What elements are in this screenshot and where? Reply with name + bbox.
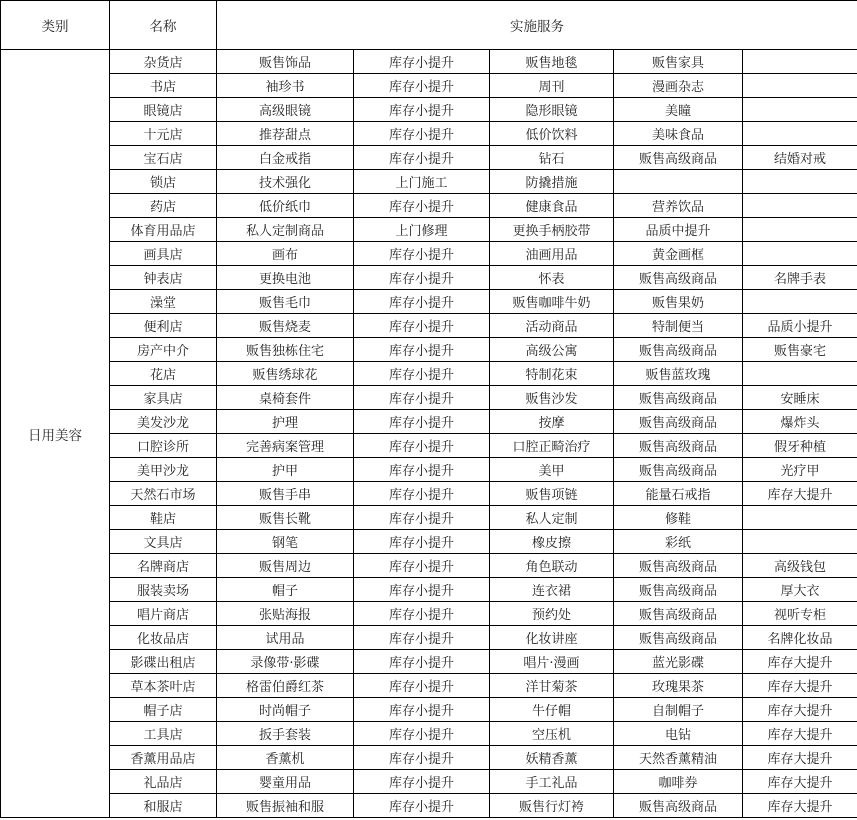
shop-name-cell: 鞋店 [110,506,217,530]
service-cell: 厚大衣 [743,578,857,602]
shop-name-cell: 十元店 [110,122,217,146]
table-row [1,770,857,794]
service-cell: 更换手柄胶带 [490,218,614,242]
service-cell: 牛仔帽 [490,698,614,722]
table-row [1,146,857,170]
service-cell: 库存小提升 [354,530,490,554]
service-cell: 库存小提升 [354,338,490,362]
service-cell: 更换电池 [217,266,354,290]
shop-name-cell: 草本茶叶店 [110,674,217,698]
service-cell: 角色联动 [490,554,614,578]
service-cell: 贩售周边 [217,554,354,578]
service-cell: 库存小提升 [354,722,490,746]
service-cell: 爆炸头 [743,410,857,434]
table-row [1,218,857,242]
shop-name-cell: 礼品店 [110,770,217,794]
table-row [1,314,857,338]
shop-name-cell: 化妆品店 [110,626,217,650]
service-cell: 高级眼镜 [217,98,354,122]
table-row [1,194,857,218]
service-cell: 贩售绣球花 [217,362,354,386]
service-cell: 贩售行灯袴 [490,794,614,818]
service-cell: 库存小提升 [354,74,490,98]
service-cell: 名牌手表 [743,266,857,290]
category-cell: 日用美容 [1,50,110,818]
shop-name-cell: 锁店 [110,170,217,194]
service-cell: 库存小提升 [354,794,490,818]
service-cell: 库存小提升 [354,434,490,458]
service-cell: 防撬措施 [490,170,614,194]
service-cell: 自制帽子 [614,698,743,722]
table-row [1,626,857,650]
service-cell: 贩售高级商品 [614,458,743,482]
service-cell: 护甲 [217,458,354,482]
service-cell [743,74,857,98]
service-cell: 贩售地毯 [490,50,614,74]
service-cell: 时尚帽子 [217,698,354,722]
service-cell: 库存小提升 [354,506,490,530]
service-cell: 电钻 [614,722,743,746]
service-cell: 库存大提升 [743,674,857,698]
service-cell: 咖啡券 [614,770,743,794]
service-cell: 库存小提升 [354,314,490,338]
service-cell: 库存小提升 [354,650,490,674]
service-cell: 录像带·影碟 [217,650,354,674]
service-cell: 库存小提升 [354,242,490,266]
service-cell: 库存小提升 [354,194,490,218]
service-cell: 假牙种植 [743,434,857,458]
service-cell: 能量石戒指 [614,482,743,506]
table-row [1,242,857,266]
service-cell: 婴童用品 [217,770,354,794]
table-row [1,410,857,434]
service-cell: 品质小提升 [743,314,857,338]
service-cell: 库存小提升 [354,626,490,650]
service-cell: 贩售烧麦 [217,314,354,338]
service-cell: 怀表 [490,266,614,290]
service-cell: 名牌化妆品 [743,626,857,650]
shop-name-cell: 体育用品店 [110,218,217,242]
service-cell: 天然香薰精油 [614,746,743,770]
table-row [1,362,857,386]
service-cell [743,290,857,314]
service-cell: 美味食品 [614,122,743,146]
service-cell: 库存大提升 [743,746,857,770]
table-row [1,266,857,290]
shop-name-cell: 天然石市场 [110,482,217,506]
service-cell: 库存大提升 [743,770,857,794]
shop-name-cell: 便利店 [110,314,217,338]
table-row [1,506,857,530]
table-row [1,50,857,74]
service-cell: 库存小提升 [354,746,490,770]
service-cell [743,242,857,266]
service-cell: 空压机 [490,722,614,746]
service-cell: 技术强化 [217,170,354,194]
table-body [1,50,857,818]
service-cell: 画布 [217,242,354,266]
service-cell: 特制花束 [490,362,614,386]
shop-name-cell: 服装卖场 [110,578,217,602]
service-cell: 蓝光影碟 [614,650,743,674]
service-cell: 低价纸巾 [217,194,354,218]
service-cell: 库存小提升 [354,602,490,626]
service-cell: 贩售高级商品 [614,554,743,578]
table-row [1,722,857,746]
service-cell: 库存小提升 [354,266,490,290]
service-cell: 扳手套装 [217,722,354,746]
table-row [1,386,857,410]
shop-name-cell: 药店 [110,194,217,218]
service-cell [743,122,857,146]
service-cell [743,362,857,386]
service-cell: 贩售毛巾 [217,290,354,314]
table-row [1,698,857,722]
service-cell: 预约处 [490,602,614,626]
service-cell: 私人定制商品 [217,218,354,242]
service-cell: 贩售高级商品 [614,602,743,626]
service-cell: 帽子 [217,578,354,602]
service-cell: 护理 [217,410,354,434]
shop-name-cell: 帽子店 [110,698,217,722]
table-row [1,434,857,458]
shop-name-cell: 美发沙龙 [110,410,217,434]
service-cell: 贩售高级商品 [614,434,743,458]
service-cell: 修鞋 [614,506,743,530]
service-cell [614,170,743,194]
service-cell: 贩售果奶 [614,290,743,314]
service-cell: 私人定制 [490,506,614,530]
service-cell: 口腔正畸治疗 [490,434,614,458]
service-cell: 上门施工 [354,170,490,194]
service-cell: 上门修理 [354,218,490,242]
service-cell: 贩售高级商品 [614,338,743,362]
shop-name-cell: 香薰用品店 [110,746,217,770]
service-cell: 隐形眼镜 [490,98,614,122]
service-cell: 连衣裙 [490,578,614,602]
table-row [1,98,857,122]
shop-name-cell: 口腔诊所 [110,434,217,458]
service-cell: 香薰机 [217,746,354,770]
service-cell: 桌椅套件 [217,386,354,410]
service-cell: 漫画杂志 [614,74,743,98]
service-cell: 库存大提升 [743,650,857,674]
service-cell: 库存小提升 [354,290,490,314]
service-cell [743,194,857,218]
table-row [1,530,857,554]
service-cell [743,98,857,122]
service-cell: 贩售高级商品 [614,626,743,650]
service-cell: 库存小提升 [354,410,490,434]
service-cell: 库存大提升 [743,482,857,506]
service-cell: 完善病案管理 [217,434,354,458]
shop-name-cell: 书店 [110,74,217,98]
service-cell: 贩售独栋住宅 [217,338,354,362]
service-cell: 库存小提升 [354,122,490,146]
service-cell: 库存大提升 [743,698,857,722]
service-cell: 白金戒指 [217,146,354,170]
table-row [1,578,857,602]
service-cell: 彩纸 [614,530,743,554]
service-cell: 贩售高级商品 [614,146,743,170]
shop-name-cell: 唱片商店 [110,602,217,626]
service-cell: 妖精香薰 [490,746,614,770]
service-cell: 贩售沙发 [490,386,614,410]
service-cell: 库存小提升 [354,578,490,602]
service-cell: 推荐甜点 [217,122,354,146]
service-cell: 库存小提升 [354,386,490,410]
table-row [1,674,857,698]
service-cell: 钻石 [490,146,614,170]
service-cell: 库存小提升 [354,458,490,482]
service-cell: 贩售项链 [490,482,614,506]
shop-name-cell: 和服店 [110,794,217,818]
service-cell: 视听专柜 [743,602,857,626]
service-cell: 库存大提升 [743,794,857,818]
service-cell: 手工礼品 [490,770,614,794]
service-cell: 健康食品 [490,194,614,218]
service-cell: 品质中提升 [614,218,743,242]
shop-name-cell: 杂货店 [110,50,217,74]
shop-name-cell: 家具店 [110,386,217,410]
service-cell: 贩售高级商品 [614,410,743,434]
service-cell: 贩售高级商品 [614,794,743,818]
service-cell: 油画用品 [490,242,614,266]
service-cell: 贩售饰品 [217,50,354,74]
service-cell: 袖珍书 [217,74,354,98]
shop-name-cell: 眼镜店 [110,98,217,122]
service-cell: 库存小提升 [354,50,490,74]
service-cell: 化妆讲座 [490,626,614,650]
table-row [1,170,857,194]
table-row [1,602,857,626]
service-cell: 库存小提升 [354,674,490,698]
service-cell: 格雷伯爵红茶 [217,674,354,698]
service-cell: 钢笔 [217,530,354,554]
service-cell: 库存小提升 [354,482,490,506]
shop-name-cell: 工具店 [110,722,217,746]
shop-name-cell: 影碟出租店 [110,650,217,674]
service-cell: 库存小提升 [354,770,490,794]
service-cell: 库存大提升 [743,722,857,746]
service-cell: 高级公寓 [490,338,614,362]
table-row [1,122,857,146]
service-cell: 试用品 [217,626,354,650]
service-cell [743,530,857,554]
service-cell [743,50,857,74]
service-cell: 张贴海报 [217,602,354,626]
service-cell: 贩售高级商品 [614,578,743,602]
service-cell: 结婚对戒 [743,146,857,170]
service-cell: 光疗甲 [743,458,857,482]
service-cell: 按摩 [490,410,614,434]
service-cell: 贩售蓝玫瑰 [614,362,743,386]
table-row [1,650,857,674]
table-row [1,74,857,98]
service-cell: 营养饮品 [614,194,743,218]
service-cell: 黄金画框 [614,242,743,266]
header-row [1,1,857,50]
shop-name-cell: 房产中介 [110,338,217,362]
shop-name-cell: 澡堂 [110,290,217,314]
table-row [1,338,857,362]
service-cell: 贩售家具 [614,50,743,74]
table-row [1,458,857,482]
service-cell: 唱片·漫画 [490,650,614,674]
service-cell: 库存小提升 [354,146,490,170]
shop-name-cell: 文具店 [110,530,217,554]
service-cell: 库存小提升 [354,698,490,722]
service-cell: 贩售高级商品 [614,266,743,290]
service-cell [743,218,857,242]
shop-name-cell: 钟表店 [110,266,217,290]
table-row [1,482,857,506]
service-cell: 贩售长靴 [217,506,354,530]
table-row [1,554,857,578]
service-cell: 贩售豪宅 [743,338,857,362]
shop-name-cell: 美甲沙龙 [110,458,217,482]
service-cell: 美瞳 [614,98,743,122]
shop-name-cell: 花店 [110,362,217,386]
service-cell: 贩售高级商品 [614,386,743,410]
shop-name-cell: 宝石店 [110,146,217,170]
service-cell: 玫瑰果茶 [614,674,743,698]
service-cell: 库存小提升 [354,362,490,386]
service-cell: 库存小提升 [354,98,490,122]
service-cell: 库存小提升 [354,554,490,578]
service-cell: 洋甘菊茶 [490,674,614,698]
shop-name-cell: 名牌商店 [110,554,217,578]
service-cell: 活动商品 [490,314,614,338]
shop-name-cell: 画具店 [110,242,217,266]
service-cell: 橡皮擦 [490,530,614,554]
service-cell: 高级钱包 [743,554,857,578]
service-cell: 特制便当 [614,314,743,338]
table-row [1,794,857,818]
service-cell: 美甲 [490,458,614,482]
service-cell: 贩售手串 [217,482,354,506]
service-cell: 贩售振袖和服 [217,794,354,818]
service-cell [743,170,857,194]
table-row [1,746,857,770]
header-category: 类别 [1,1,110,50]
header-services: 实施服务 [217,1,857,50]
service-cell: 贩售咖啡牛奶 [490,290,614,314]
header-name: 名称 [110,1,217,50]
service-cell: 安睡床 [743,386,857,410]
service-cell: 低价饮料 [490,122,614,146]
service-cell [743,506,857,530]
service-cell: 周刊 [490,74,614,98]
table-row [1,290,857,314]
